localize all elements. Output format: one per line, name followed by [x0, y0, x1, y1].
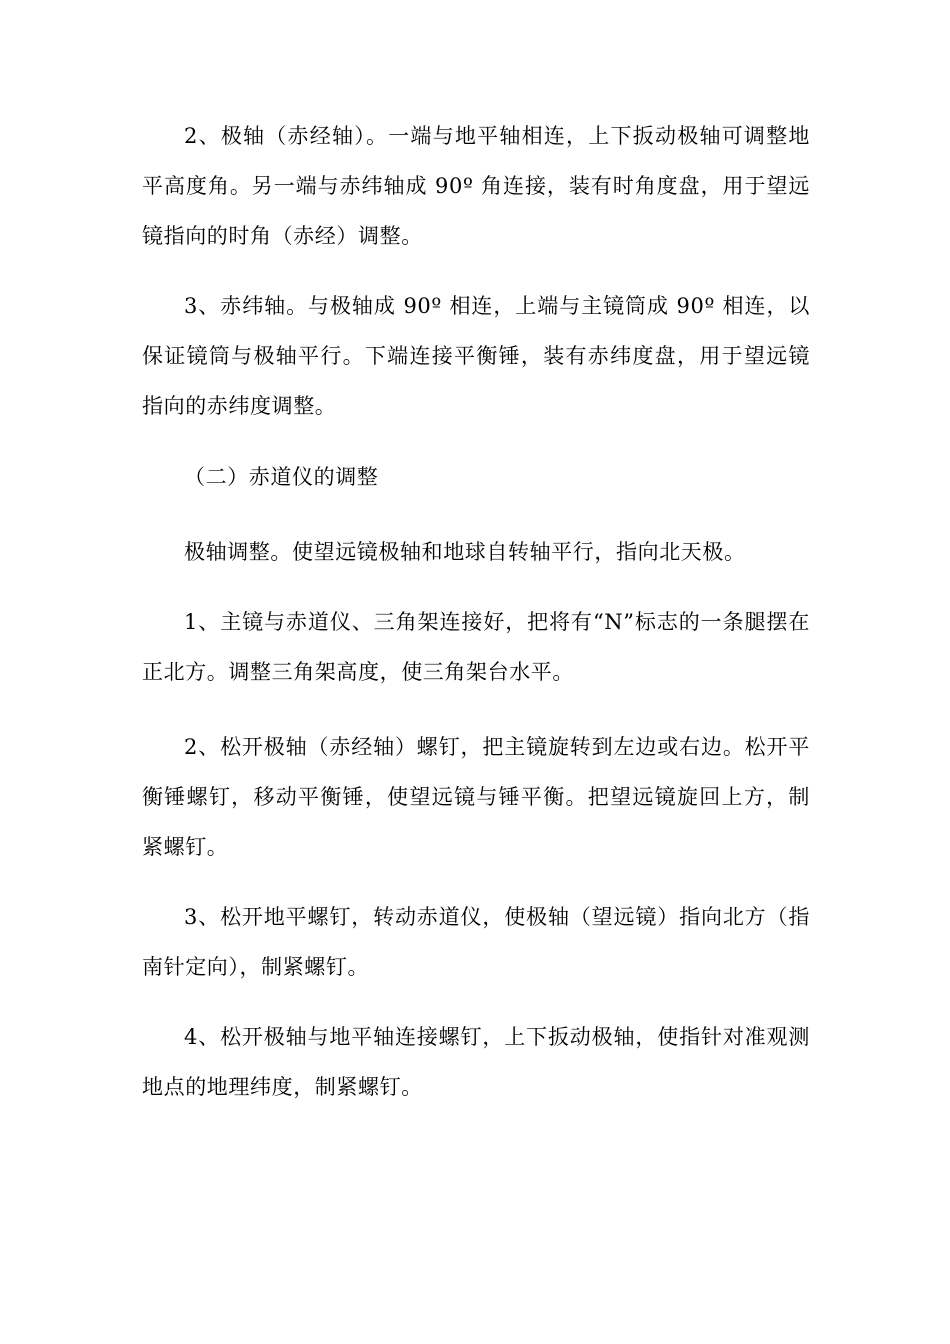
paragraph-step-3: 3、松开地平螺钉，转动赤道仪，使极轴（望远镜）指向北方（指南针定向），制紧螺钉。	[142, 905, 810, 979]
paragraph-polar-axis: 2、极轴（赤经轴）。一端与地平轴相连，上下扳动极轴可调整地平高度角。另一端与赤纬轴成 90º 角连接，装有时角度盘，用于望远镜指向的时角（赤经）调整。	[142, 124, 810, 248]
paragraph-step-1: 1、主镜与赤道仪、三角架连接好，把将有“N”标志的一条腿摆在正北方。调整三角架高度，使三角架台水平。	[142, 610, 810, 684]
paragraph-declination-axis: 3、赤纬轴。与极轴成 90º 相连，上端与主镜筒成 90º 相连，以保证镜筒与极轴平行。下端连接平衡锤，装有赤纬度盘，用于望远镜指向的赤纬度调整。	[142, 294, 810, 418]
section-heading-equatorial-adjustment: （二）赤道仪的调整	[184, 465, 379, 489]
paragraph-step-4: 4、松开极轴与地平轴连接螺钉，上下扳动极轴，使指针对准观测地点的地理纬度，制紧螺钉。	[142, 1025, 810, 1099]
paragraph-step-2: 2、松开极轴（赤经轴）螺钉，把主镜旋转到左边或右边。松开平衡锤螺钉，移动平衡锤，使望远镜与锤平衡。把望远镜旋回上方，制紧螺钉。	[142, 735, 810, 859]
paragraph-polar-alignment-intro: 极轴调整。使望远镜极轴和地球自转轴平行，指向北天极。	[184, 540, 746, 564]
